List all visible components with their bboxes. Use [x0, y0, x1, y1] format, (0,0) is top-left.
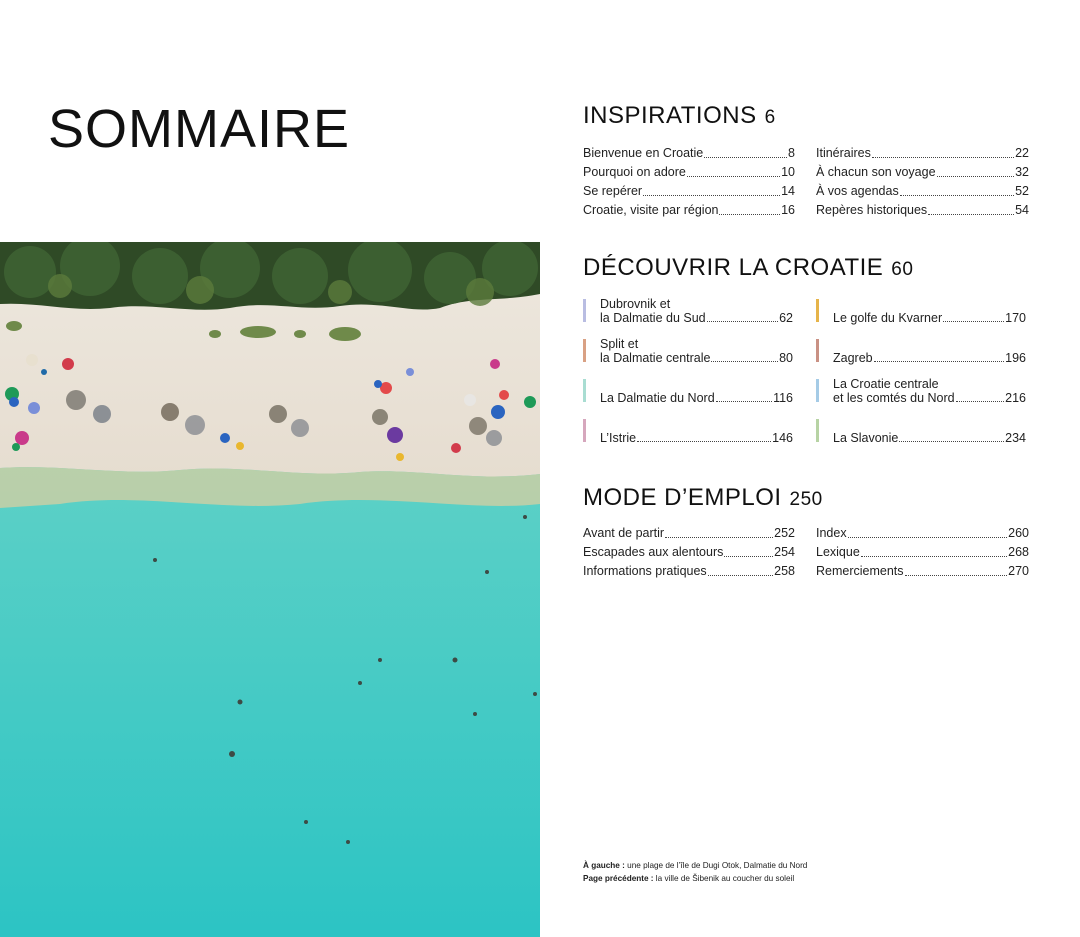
- region-entry-page: 170: [1005, 310, 1026, 325]
- page-title: SOMMAIRE: [48, 99, 351, 159]
- leader-dots: [861, 555, 1007, 557]
- caption-line-1: [583, 860, 807, 873]
- leader-dots: [899, 441, 1004, 442]
- region-entry-zagreb[interactable]: [816, 339, 1026, 365]
- region-entry-label: la Dalmatie du Sud: [600, 310, 706, 325]
- toc-entry[interactable]: [816, 163, 1029, 180]
- region-entry-label: La Dalmatie du Nord: [600, 390, 715, 405]
- region-entry-label: Le golfe du Kvarner: [833, 310, 943, 325]
- section-page-number: 60: [891, 259, 914, 280]
- leader-dots: [905, 574, 1008, 576]
- toc-entry[interactable]: [583, 144, 795, 161]
- region-entry-dubrovnik[interactable]: [583, 299, 793, 325]
- toc-entry-page: 10: [781, 165, 795, 179]
- section-heading: [583, 484, 1030, 512]
- toc-entry-label: À vos agendas: [816, 184, 899, 198]
- caption-line-1-lead: À gauche :: [583, 861, 625, 870]
- toc-entry-page: 260: [1008, 526, 1029, 540]
- section-heading-text: DÉCOUVRIR LA CROATIE: [583, 254, 884, 281]
- region-entry-label: la Dalmatie centrale: [600, 350, 711, 365]
- region-color-bar: [816, 299, 819, 322]
- region-entry-label: La Slavonie: [833, 430, 899, 445]
- region-color-bar: [816, 339, 819, 362]
- toc-entry[interactable]: [583, 543, 795, 560]
- region-entry-istrie[interactable]: [583, 419, 793, 445]
- toc-entry-page: 8: [788, 146, 795, 160]
- region-entry-label: et les comtés du Nord: [833, 390, 955, 405]
- leader-dots: [874, 361, 1005, 362]
- section-heading: [583, 254, 1030, 282]
- toc-entry-page: 52: [1015, 184, 1029, 198]
- region-entry-line1: Split et: [600, 337, 639, 351]
- toc-entry-label: Informations pratiques: [583, 564, 707, 578]
- toc-entry-page: 268: [1008, 545, 1029, 559]
- section-page-number: 250: [789, 489, 823, 510]
- toc-entry-page: 270: [1008, 564, 1029, 578]
- caption-line-2-text: la ville de Šibenik au coucher du soleil: [653, 873, 795, 883]
- region-color-bar: [583, 299, 586, 322]
- beach-photo: [0, 242, 540, 937]
- section-decouvrir: [583, 254, 1030, 454]
- section-page-number: 6: [764, 107, 776, 128]
- toc-entry-label: Bienvenue en Croatie: [583, 146, 704, 160]
- section-heading-text: INSPIRATIONS: [583, 102, 757, 129]
- toc-entry-page: 22: [1015, 146, 1029, 160]
- toc-entry[interactable]: [816, 144, 1029, 161]
- region-entry-page: 196: [1005, 350, 1026, 365]
- leader-dots: [928, 213, 1014, 215]
- region-entry-croatie-centrale[interactable]: [816, 379, 1026, 405]
- region-entry-page: 234: [1005, 430, 1026, 445]
- leader-dots: [943, 321, 1004, 322]
- region-entry-page: 116: [773, 390, 793, 405]
- caption-line-1-text: une plage de l’île de Dugi Otok, Dalmatie du Nord: [624, 861, 808, 870]
- toc-entry[interactable]: [583, 163, 795, 180]
- leader-dots: [719, 213, 780, 215]
- region-entry-split[interactable]: [583, 339, 793, 365]
- region-entry-line1: Dubrovnik et: [600, 297, 671, 311]
- region-entry-label: L’Istrie: [600, 430, 637, 445]
- region-entry-dalmatie-nord[interactable]: [583, 379, 793, 405]
- leader-dots: [665, 536, 773, 538]
- leader-dots: [900, 194, 1014, 196]
- toc-entry[interactable]: [583, 562, 795, 579]
- toc-entry-label: Repères historiques: [816, 203, 928, 217]
- toc-entry[interactable]: [583, 182, 795, 199]
- toc-entry-page: 32: [1015, 165, 1029, 179]
- toc-entry-label: Croatie, visite par région: [583, 203, 719, 217]
- photo-caption: [583, 860, 807, 885]
- leader-dots: [708, 574, 773, 576]
- region-color-bar: [816, 419, 819, 442]
- region-entry-page: 146: [772, 430, 793, 445]
- toc-entry-page: 54: [1015, 203, 1029, 217]
- leader-dots: [848, 536, 1008, 538]
- region-entry-page: 62: [779, 310, 793, 325]
- toc-entry[interactable]: [816, 543, 1029, 560]
- region-color-bar: [583, 379, 586, 402]
- toc-entry-label: Avant de partir: [583, 526, 665, 540]
- toc-entry-label: Escapades aux alentours: [583, 545, 724, 559]
- leader-dots: [956, 401, 1005, 402]
- toc-entry-page: 252: [774, 526, 795, 540]
- section-heading: [583, 102, 1030, 130]
- region-color-bar: [583, 339, 586, 362]
- toc-entry-label: Itinéraires: [816, 146, 871, 160]
- toc-entry-label: Remerciements: [816, 564, 904, 578]
- toc-entry-label: Se repérer: [583, 184, 643, 198]
- toc-entry-label: Index: [816, 526, 847, 540]
- toc-entry-page: 14: [781, 184, 795, 198]
- toc-entry[interactable]: [583, 201, 795, 218]
- region-color-bar: [816, 379, 819, 402]
- leader-dots: [704, 156, 787, 158]
- leader-dots: [643, 194, 780, 196]
- toc-entry-page: 258: [774, 564, 795, 578]
- toc-entry-label: Pourquoi on adore: [583, 165, 686, 179]
- toc-entry[interactable]: [583, 524, 795, 541]
- toc-entry-page: 16: [781, 203, 795, 217]
- region-entry-line1: La Croatie centrale: [833, 377, 939, 391]
- region-color-bar: [583, 419, 586, 442]
- leader-dots: [637, 441, 771, 442]
- region-entry-page: 216: [1005, 390, 1026, 405]
- section-inspirations: [583, 102, 1030, 222]
- toc-entry-label: Lexique: [816, 545, 860, 559]
- toc-entry[interactable]: [816, 524, 1029, 541]
- leader-dots: [716, 401, 772, 402]
- toc-entry[interactable]: [816, 201, 1029, 218]
- caption-line-2-lead: Page précédente :: [583, 873, 654, 883]
- section-mode-emploi: [583, 484, 1030, 584]
- region-entry-label: Zagreb: [833, 350, 873, 365]
- region-entry-kvarner[interactable]: [816, 299, 1026, 325]
- caption-line-2: [583, 873, 807, 886]
- region-entry-slavonie[interactable]: [816, 419, 1026, 445]
- leader-dots: [724, 555, 773, 557]
- toc-entry-label: À chacun son voyage: [816, 165, 936, 179]
- leader-dots: [937, 175, 1015, 177]
- leader-dots: [872, 156, 1014, 158]
- leader-dots: [707, 321, 778, 322]
- toc-entry-page: 254: [774, 545, 795, 559]
- leader-dots: [687, 175, 780, 177]
- toc-entry[interactable]: [816, 562, 1029, 579]
- toc-entry[interactable]: [816, 182, 1029, 199]
- region-entry-page: 80: [779, 350, 793, 365]
- leader-dots: [711, 361, 778, 362]
- section-heading-text: MODE D’EMPLOI: [583, 484, 782, 511]
